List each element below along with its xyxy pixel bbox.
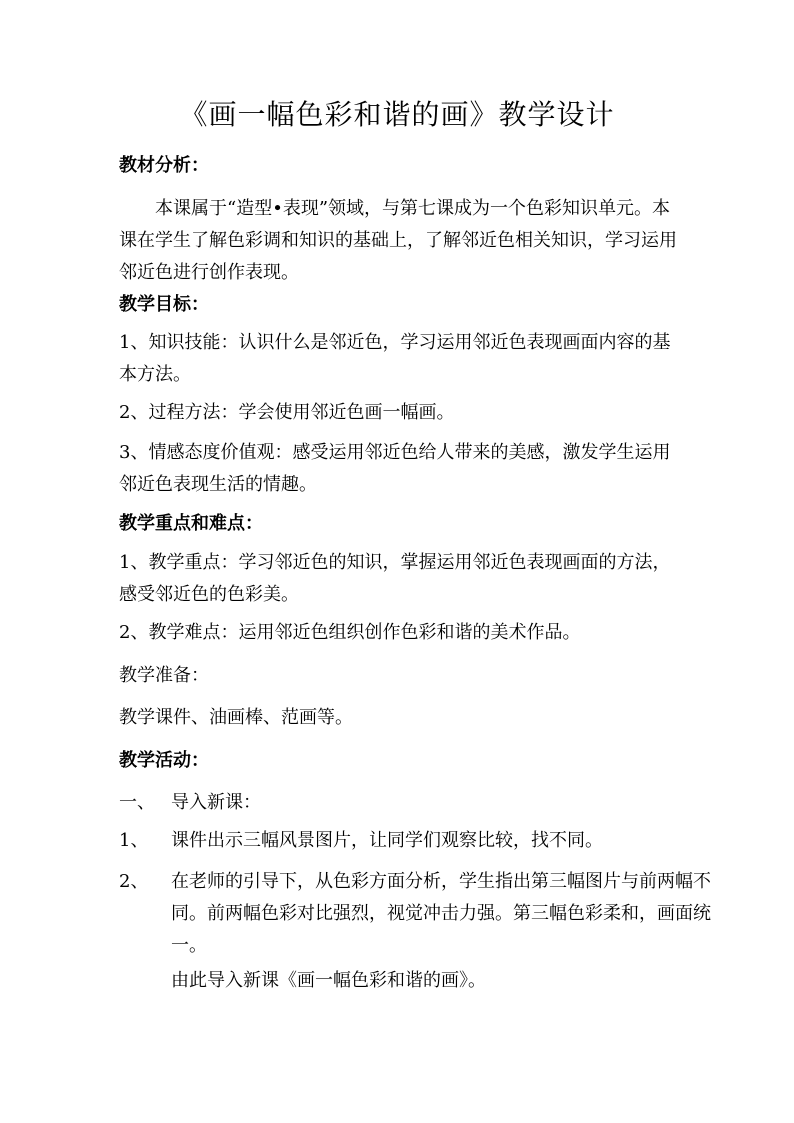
objective-item-3: 3、情感态度价值观：感受运用邻近色给人带来的美感，激发学生运用邻近色表现生活的情趣。: [119, 442, 671, 495]
activity-closing: 由此导入新课《画一幅色彩和谐的画》。: [171, 970, 486, 991]
objective-item-2: 2、过程方法：学会使用邻近色画一幅画。: [119, 402, 455, 423]
keypoint-item-2: 2、教学难点：运用邻近色组织创作色彩和谐的美术作品。: [119, 622, 581, 643]
prep-body: 教学课件、油画棒、范画等。: [119, 707, 353, 728]
activity-one: [119, 787, 679, 819]
activity-one-label: 导入新课：: [171, 792, 261, 813]
materials-heading: 教材分析：: [119, 155, 209, 176]
activity-step-2-number: 2、: [119, 871, 149, 892]
keypoint-item-1: 1、教学重点：学习邻近色的知识，掌握运用邻近色表现画面的方法，感受邻近色的色彩美。: [119, 552, 671, 605]
activity-step-1-text: 课件出示三幅风景图片，让同学们观察比较，找不同。: [171, 830, 603, 851]
activity-step-2-text: 在老师的引导下，从色彩方面分析，学生指出第三幅图片与前两幅不同。前两幅色彩对比强烈，视觉冲击力强。第三幅色彩柔和，画面统一。: [171, 871, 711, 956]
activities-heading: 教学活动：: [119, 750, 209, 771]
activity-step-2: [119, 866, 731, 962]
materials-body: 本课属于“造型•表现”领域，与第七课成为一个色彩知识单元。本课在学生了解色彩调和知识的基础上，了解邻近色相关知识，学习运用邻近色进行创作表现。: [119, 198, 677, 283]
activity-step-1-number: 1、: [119, 830, 149, 851]
activity-one-number: 一、: [119, 792, 155, 813]
document-title: 《画一幅色彩和谐的画》教学设计: [179, 98, 615, 131]
activity-step-1: [119, 825, 731, 857]
prep-heading: 教学准备：: [119, 665, 209, 686]
keypoints-heading: 教学重点和难点：: [119, 513, 263, 534]
objective-item-1: 1、知识技能：认识什么是邻近色，学习运用邻近色表现画面内容的基本方法。: [119, 332, 671, 385]
objectives-heading: 教学目标：: [119, 294, 209, 315]
